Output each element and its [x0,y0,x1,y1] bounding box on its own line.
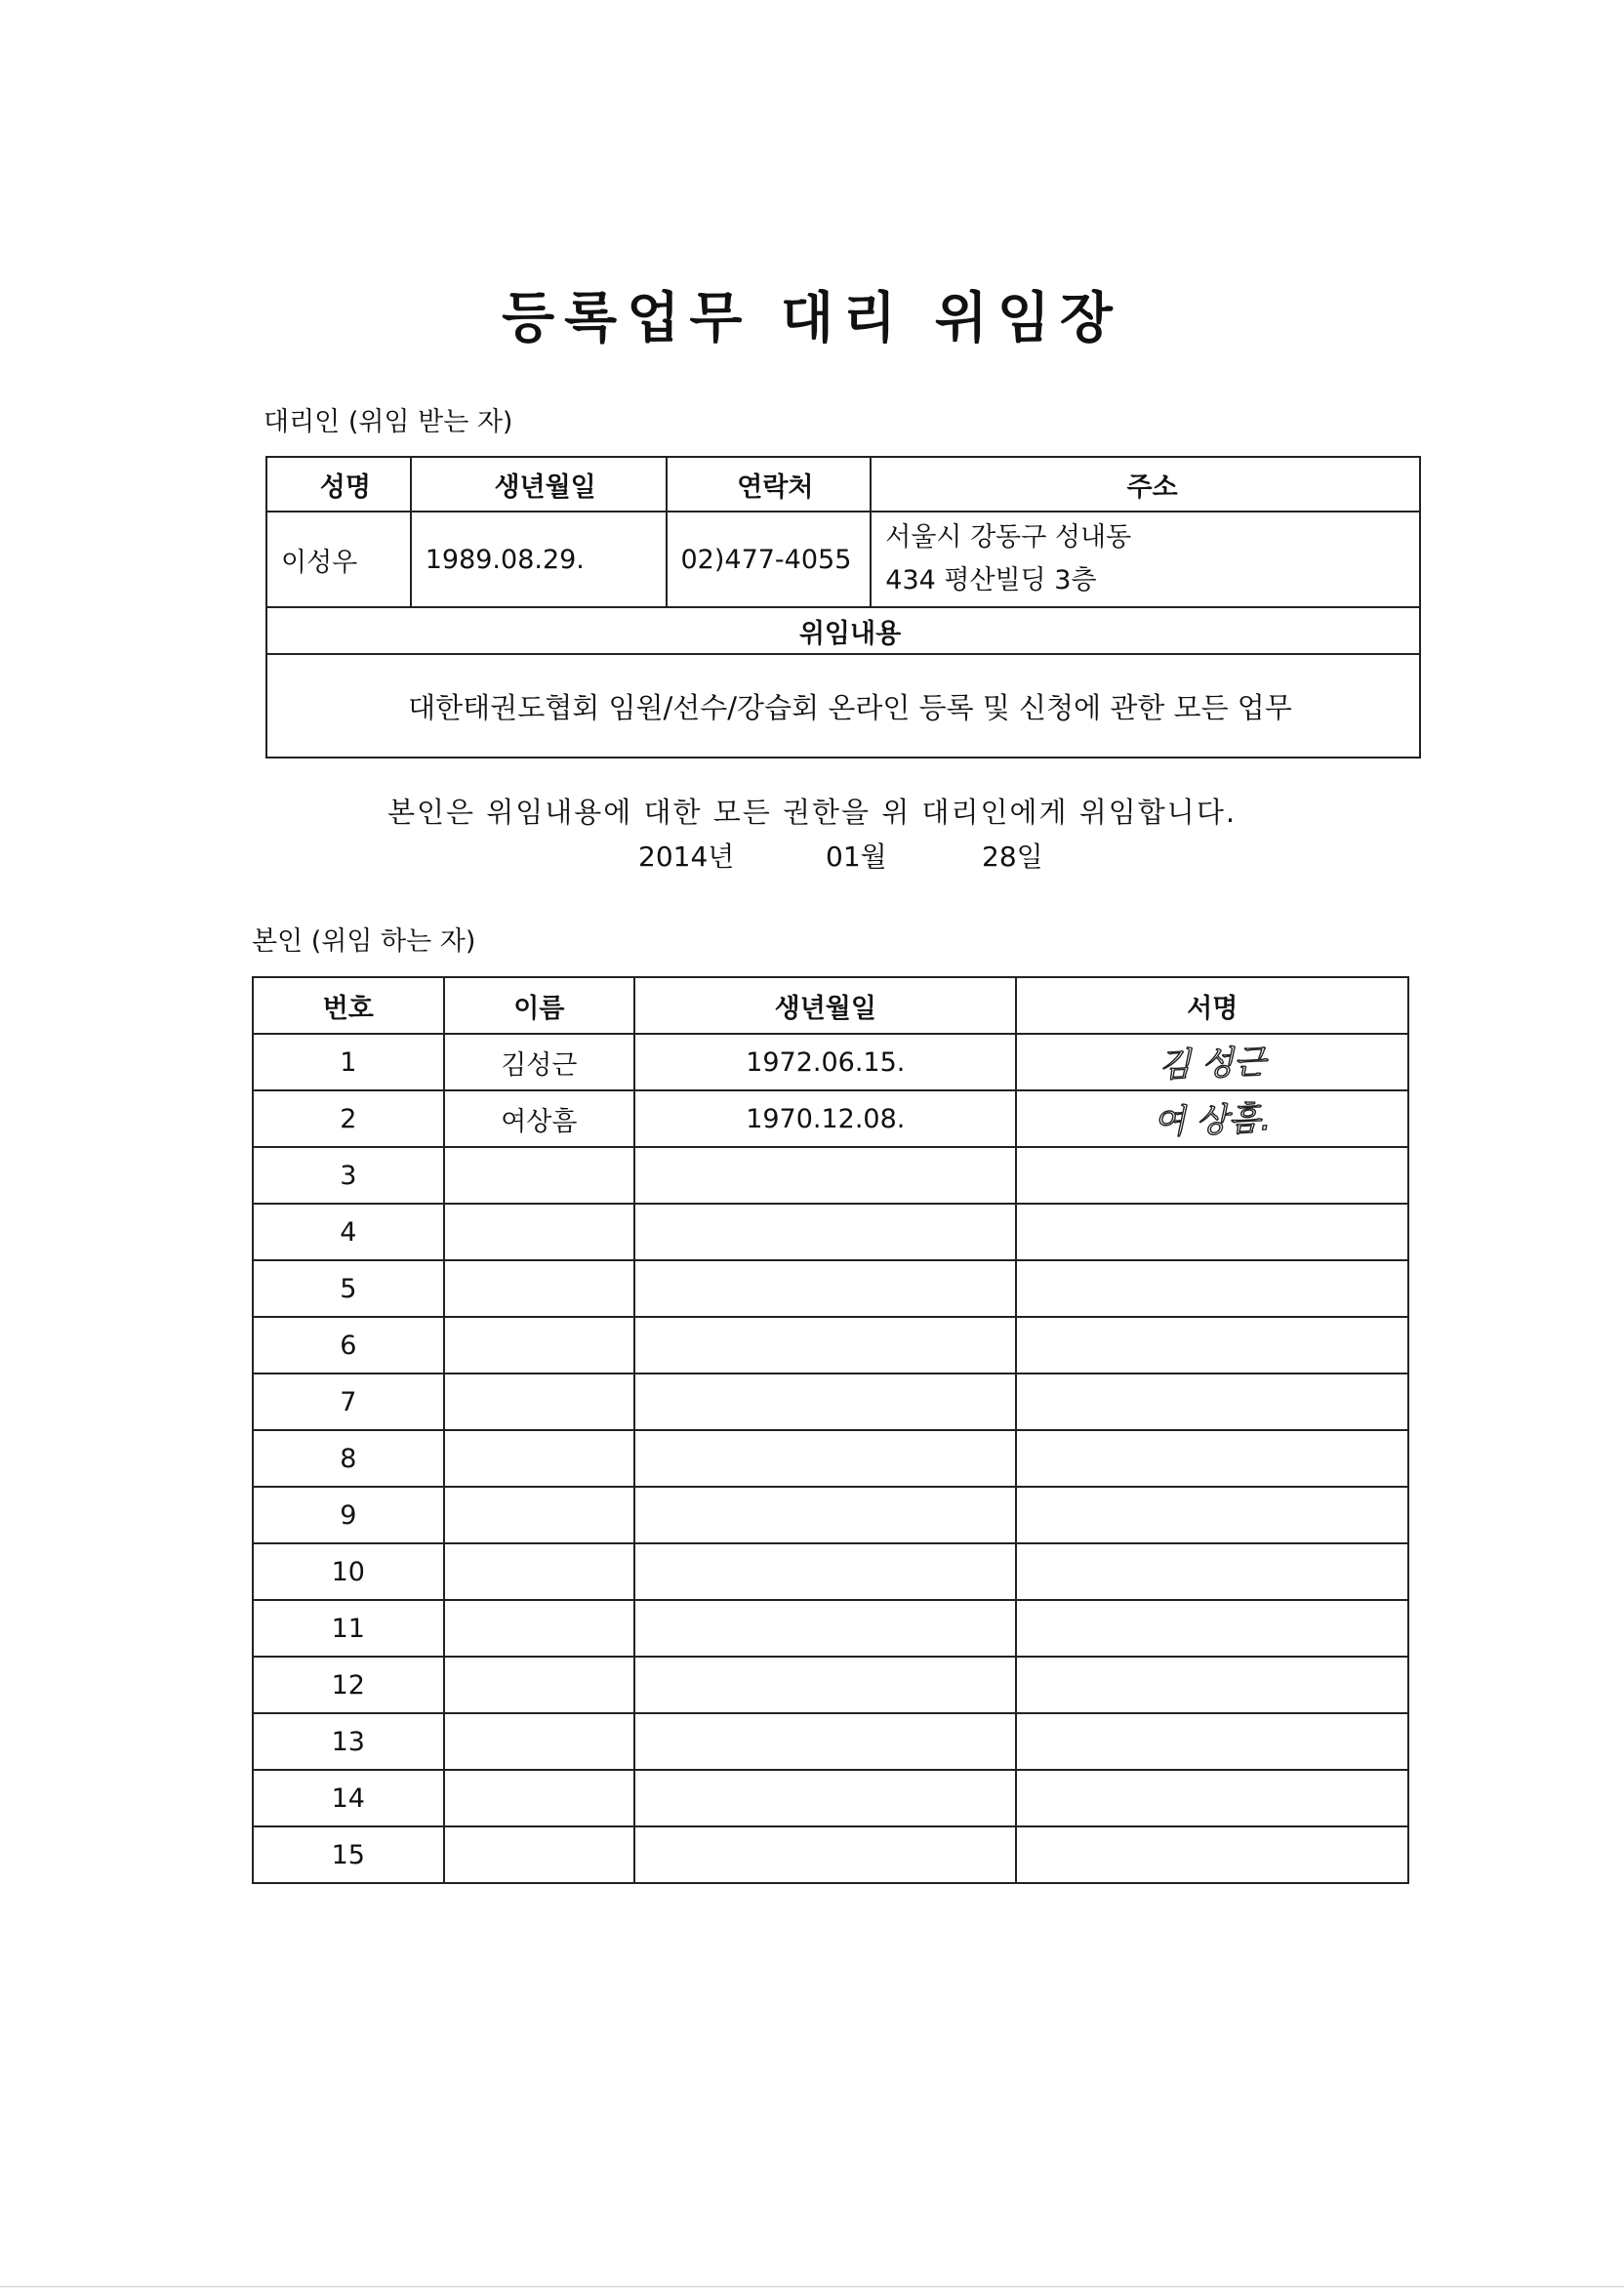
signature-text: 여 상흠. [1153,1098,1273,1143]
principal-section-label: 본인 (위임 하는 자) [252,926,476,957]
principal-row [253,1034,1408,1090]
row-birth [634,1260,1016,1317]
agent-table [265,456,1421,758]
principal-row [253,1374,1408,1430]
row-birth [634,1657,1016,1713]
row-signature [1016,1600,1408,1657]
scope-body-row [266,654,1420,758]
row-number: 1 [253,1034,444,1090]
row-name [444,1487,635,1543]
principal-row [253,1543,1408,1600]
row-signature [1016,1770,1408,1826]
row-number: 2 [253,1090,444,1147]
row-birth [634,1430,1016,1487]
row-signature [1016,1204,1408,1260]
row-number: 11 [253,1600,444,1657]
agent-name: 이성우 [266,512,411,607]
row-number: 10 [253,1543,444,1600]
row-signature [1016,1090,1408,1147]
principal-row [253,1147,1408,1204]
row-name [444,1770,635,1826]
row-birth [634,1770,1016,1826]
row-number: 6 [253,1317,444,1374]
row-number: 7 [253,1374,444,1430]
principal-row [253,1430,1408,1487]
principal-row [253,1260,1408,1317]
row-signature [1016,1713,1408,1770]
header-phone: 연락처 [667,457,872,512]
agent-address [871,512,1420,607]
row-name [444,1826,635,1883]
document-title: 등록업무 대리 위임장 [502,287,1122,350]
principal-row [253,1317,1408,1374]
date-year: 2014년 [638,840,735,873]
principal-table [252,976,1409,1884]
agent-data-row [266,512,1420,607]
row-signature [1016,1487,1408,1543]
row-birth [634,1487,1016,1543]
principal-row [253,1826,1408,1883]
row-name [444,1204,635,1260]
principal-rows [253,1034,1408,1883]
row-birth [634,1317,1016,1374]
row-number: 4 [253,1204,444,1260]
header-person-birth: 생년월일 [634,977,1016,1034]
row-number: 15 [253,1826,444,1883]
row-birth [634,1374,1016,1430]
row-signature [1016,1034,1408,1090]
row-name [444,1374,635,1430]
row-signature [1016,1374,1408,1430]
date-day: 28일 [982,840,1043,873]
principal-row [253,1487,1408,1543]
principal-row [253,1600,1408,1657]
row-name [444,1657,635,1713]
row-name [444,1543,635,1600]
row-name [444,1713,635,1770]
scan-edge-line [0,2286,1624,2287]
header-person-name: 이름 [444,977,635,1034]
row-name [444,1147,635,1204]
signature-text: 김 성근 [1157,1043,1267,1086]
header-no: 번호 [253,977,444,1034]
agent-header-row [266,457,1420,512]
row-number: 8 [253,1430,444,1487]
row-signature [1016,1260,1408,1317]
agent-address-line1: 서울시 강동구 성내동 [885,522,1132,553]
handwritten-signature [1105,1094,1320,1143]
row-birth [634,1204,1016,1260]
row-birth [634,1600,1016,1657]
row-number: 14 [253,1770,444,1826]
row-name [444,1600,635,1657]
agent-birth: 1989.08.29. [411,512,667,607]
header-address: 주소 [871,457,1420,512]
row-birth [634,1147,1016,1204]
row-number: 12 [253,1657,444,1713]
row-signature [1016,1317,1408,1374]
row-number: 9 [253,1487,444,1543]
principal-row [253,1090,1408,1147]
row-signature [1016,1657,1408,1713]
principal-header-row [253,977,1408,1034]
header-birth: 생년월일 [411,457,667,512]
row-birth [634,1543,1016,1600]
row-name: 여상흠 [444,1090,635,1147]
row-signature [1016,1543,1408,1600]
header-name: 성명 [266,457,411,512]
row-name [444,1317,635,1374]
row-birth [634,1713,1016,1770]
agent-address-line2: 434 평산빌딩 3층 [885,565,1097,595]
row-signature [1016,1826,1408,1883]
row-signature [1016,1147,1408,1204]
row-birth [634,1826,1016,1883]
scope-title: 위임내용 [266,607,1420,654]
date-month: 01월 [826,840,887,873]
row-name [444,1430,635,1487]
row-signature [1016,1430,1408,1487]
row-number: 3 [253,1147,444,1204]
row-name [444,1260,635,1317]
header-signature: 서명 [1016,977,1408,1034]
row-birth: 1970.12.08. [634,1090,1016,1147]
row-number: 13 [253,1713,444,1770]
row-birth: 1972.06.15. [634,1034,1016,1090]
scope-title-row [266,607,1420,654]
principal-row [253,1770,1408,1826]
agent-section-label: 대리인 (위임 받는 자) [264,407,513,437]
delegation-statement: 본인은 위임내용에 대한 모든 권한을 위 대리인에게 위임합니다. [386,796,1238,829]
handwritten-signature [1105,1038,1320,1086]
principal-row [253,1713,1408,1770]
scope-body: 대한태권도협회 임원/선수/강습회 온라인 등록 및 신청에 관한 모든 업무 [266,654,1420,758]
principal-row [253,1204,1408,1260]
principal-row [253,1657,1408,1713]
row-number: 5 [253,1260,444,1317]
agent-phone: 02)477-4055 [667,512,872,607]
row-name: 김성근 [444,1034,635,1090]
